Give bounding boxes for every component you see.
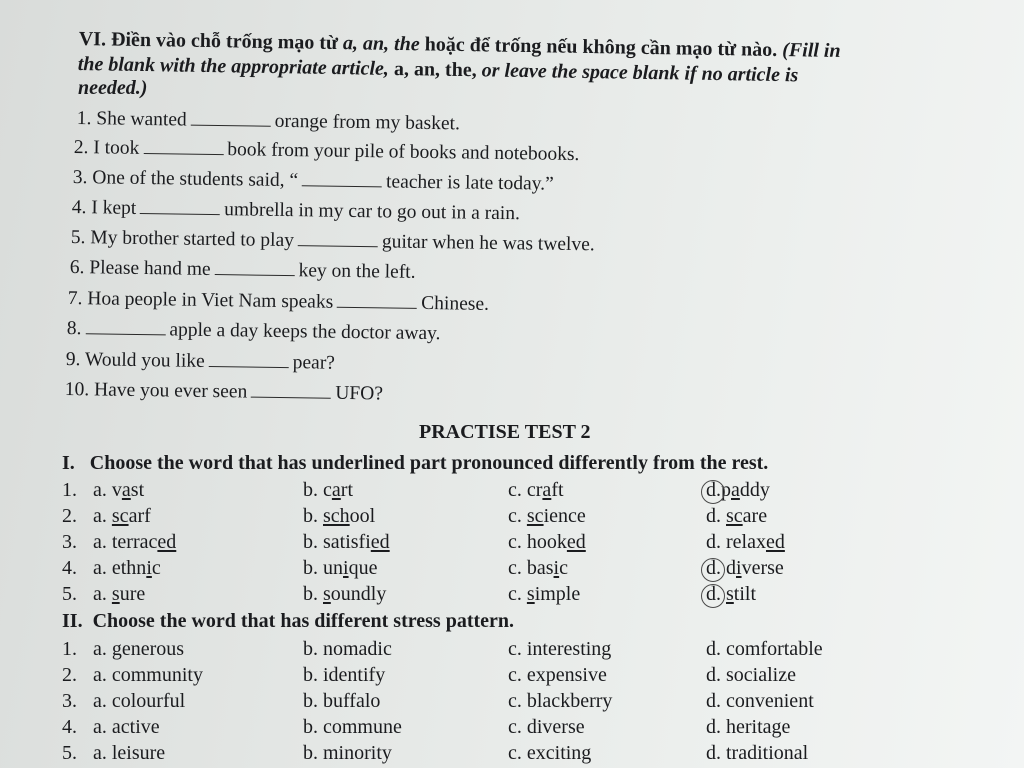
item-9-post: pear? (292, 352, 336, 374)
option-d (706, 477, 770, 503)
fill-item-3 (73, 165, 554, 197)
part-1-heading: I. Choose the word that has underlined part pronounced differently from the rest. (62, 452, 769, 474)
option-b (303, 529, 390, 555)
option-text: b. (303, 505, 323, 527)
option-a (93, 555, 161, 581)
option-c (508, 555, 568, 581)
option-c (508, 581, 580, 607)
question-number: 3. (62, 690, 77, 712)
section-6-heading-articles: a, an, the (342, 32, 420, 56)
underlined-part: s (323, 583, 331, 605)
option-text: b. nomadic (303, 638, 392, 660)
option-text: ool (349, 505, 376, 527)
fill-item-8 (67, 316, 441, 346)
item-8-post: apple a day keeps the doctor away. (169, 319, 441, 345)
option-text: imple (534, 583, 581, 605)
section-6-heading-en-2b: a, an, the, (393, 57, 482, 82)
pronunciation-row (62, 581, 962, 607)
item-5-blank (298, 228, 378, 247)
option-c (508, 636, 611, 662)
item-7-blank (337, 290, 417, 309)
option-text: c. (508, 505, 527, 527)
option-text: .p (716, 479, 731, 501)
option-c (508, 740, 591, 766)
section-6-heading-en-start: (Fill in (782, 39, 841, 62)
item-9-pre: 9. Would you like (65, 348, 205, 372)
option-text: b. un (303, 557, 343, 579)
stress-row (62, 636, 962, 662)
section-6-heading-vi: VI. Điền vào chỗ trống mạo từ (78, 27, 344, 55)
underlined-part: sc (111, 505, 129, 527)
item-10-pre: 10. Have you ever seen (64, 378, 248, 403)
option-text: b. satisfi (303, 531, 371, 553)
option-text: d. socialize (706, 664, 796, 686)
fill-item-6 (70, 255, 416, 285)
question-number: 4. (62, 557, 77, 579)
stress-row (62, 662, 962, 688)
option-text: c. bas (508, 557, 554, 579)
underlined-part: s (111, 583, 120, 605)
underlined-part: sch (323, 505, 350, 527)
option-text: arf (128, 505, 151, 527)
item-7-post: Chinese. (421, 292, 490, 315)
option-text: c. exciting (508, 742, 592, 764)
option-a (93, 477, 144, 503)
underlined-part: i (146, 557, 152, 579)
option-text: . (716, 583, 726, 605)
item-8-pre: 8. (66, 317, 82, 340)
item-5-post: guitar when he was twelve. (381, 231, 595, 256)
option-text: d. heritage (706, 716, 791, 738)
fill-item-9 (66, 347, 335, 376)
option-text: ure (119, 583, 146, 605)
underlined-part: s (726, 583, 734, 605)
option-text: c. cr (508, 479, 543, 501)
option-text: are (742, 505, 768, 527)
item-2-post: book from your pile of books and notebooks. (227, 139, 580, 166)
option-d (706, 714, 790, 740)
question-number: 2. (62, 505, 77, 527)
item-6-pre: 6. Please hand me (69, 256, 211, 280)
option-b (303, 555, 377, 581)
option-c (508, 688, 612, 714)
fill-item-5 (71, 225, 595, 257)
option-c (508, 503, 586, 529)
item-8-blank (85, 316, 165, 335)
option-text: a. community (93, 664, 203, 686)
option-a (93, 636, 184, 662)
option-b (303, 714, 402, 740)
option-text: ience (543, 505, 586, 527)
stress-row (62, 688, 962, 714)
option-text: b. minority (303, 742, 392, 764)
option-a (93, 581, 145, 607)
underlined-part: a (331, 479, 341, 501)
option-text: a. v (93, 479, 122, 501)
option-text: que (348, 557, 378, 579)
pronunciation-row (62, 503, 962, 529)
option-d (706, 503, 767, 529)
option-text: a. (93, 505, 112, 527)
option-text: a. leisure (93, 742, 166, 764)
section-6-heading-en-2c: or leave the space blank if no article is (481, 59, 799, 87)
question-number: 4. (62, 716, 77, 738)
option-c (508, 477, 564, 503)
item-3-post: teacher is late today.” (385, 171, 554, 195)
option-a (93, 529, 176, 555)
option-text: c. interesting (508, 638, 612, 660)
question-number: 5. (62, 742, 77, 764)
option-text: d. comfortable (706, 638, 823, 660)
fill-item-7 (68, 286, 489, 317)
option-c (508, 662, 607, 688)
item-6-post: key on the left. (298, 260, 416, 283)
option-b (303, 581, 386, 607)
item-5-pre: 5. My brother started to play (70, 226, 295, 252)
item-4-pre: 4. I kept (71, 196, 137, 219)
item-10-post: UFO? (335, 382, 384, 405)
underlined-part: ed (157, 531, 177, 553)
underlined-part: s (526, 583, 535, 605)
underlined-part: i (553, 557, 560, 579)
item-1-blank (191, 108, 271, 127)
option-text: rt (340, 479, 353, 501)
stress-row (62, 740, 962, 766)
option-text: c (151, 557, 161, 579)
question-number: 1. (62, 638, 77, 660)
option-d (706, 662, 796, 688)
part-2-heading: II. Choose the word that has different stress pattern. (62, 610, 515, 632)
fill-item-1 (77, 106, 460, 136)
option-text: st (130, 479, 145, 501)
option-text: d. convenient (706, 690, 814, 712)
option-text: c. hook (508, 531, 567, 553)
option-text: d. traditional (706, 742, 809, 764)
option-text: b. (303, 583, 323, 605)
section-6-heading-en-2a: the blank with the appropriate article, (77, 52, 395, 80)
option-b (303, 477, 353, 503)
pronunciation-row (62, 529, 962, 555)
section-6-heading-vi-rest: hoặc để trống nếu không cần mạo từ nào. (419, 33, 783, 62)
item-3-pre: 3. One of the students said, “ (72, 166, 299, 192)
fill-item-10 (65, 377, 383, 406)
stress-row (62, 714, 962, 740)
item-9-blank (209, 349, 289, 368)
option-d (706, 688, 814, 714)
option-text: a. (93, 583, 112, 605)
option-text: a. terrac (93, 531, 158, 553)
option-text: b. buffalo (303, 690, 381, 712)
option-d (706, 529, 785, 555)
item-1-post: orange from my basket. (274, 110, 461, 135)
circled-answer-mark: d (706, 479, 716, 501)
underlined-part: ed (765, 531, 785, 553)
option-text: d. (706, 505, 726, 527)
question-number: 2. (62, 664, 77, 686)
option-a (93, 503, 151, 529)
option-d (706, 740, 808, 766)
underlined-part: a (542, 479, 552, 501)
option-text: b. commune (303, 716, 402, 738)
option-text: ft (551, 479, 564, 501)
fill-item-2 (74, 135, 580, 167)
item-10-blank (251, 380, 331, 399)
option-c (508, 529, 586, 555)
option-b (303, 740, 392, 766)
option-a (93, 740, 165, 766)
item-3-blank (302, 168, 382, 187)
option-text: c. (508, 583, 527, 605)
option-text: a. colourful (93, 690, 186, 712)
underlined-part: ed (370, 531, 390, 553)
item-7-pre: 7. Hoa people in Viet Nam speaks (67, 287, 334, 313)
option-text: oundly (330, 583, 387, 605)
item-6-blank (215, 257, 295, 276)
option-d (706, 581, 756, 607)
item-2-blank (143, 136, 223, 155)
option-text: c. blackberry (508, 690, 613, 712)
fill-item-4 (72, 195, 520, 226)
question-number: 1. (62, 479, 77, 501)
underlined-part: sc (726, 505, 743, 527)
option-a (93, 662, 203, 688)
option-text: a. ethn (93, 557, 147, 579)
option-text: d. relax (706, 531, 766, 553)
underlined-part: i (343, 557, 349, 579)
option-text: b. identify (303, 664, 386, 686)
option-d (706, 636, 823, 662)
option-text: c. diverse (508, 716, 585, 738)
pronunciation-row (62, 477, 962, 503)
item-2-pre: 2. I took (73, 136, 140, 159)
option-b (303, 662, 385, 688)
item-4-blank (140, 196, 220, 215)
practise-test-title: PRACTISE TEST 2 (419, 421, 591, 443)
option-text: verse (741, 557, 784, 579)
question-number: 3. (62, 531, 77, 553)
option-text: c. expensive (508, 664, 607, 686)
item-4-post: umbrella in my car to go out in a rain. (224, 199, 521, 225)
option-c (508, 714, 585, 740)
option-a (93, 714, 160, 740)
underlined-part: a (731, 479, 740, 501)
pronunciation-row (62, 555, 962, 581)
underlined-part: sc (526, 505, 544, 527)
underlined-part: a (121, 479, 131, 501)
option-b (303, 688, 380, 714)
underlined-part: ed (566, 531, 586, 553)
option-text: ddy (739, 479, 770, 501)
circled-answer-mark: d (706, 583, 716, 605)
circled-answer-mark: d (706, 557, 716, 579)
underlined-part: i (736, 557, 742, 579)
option-text: a. generous (93, 638, 185, 660)
option-d (706, 555, 784, 581)
option-b (303, 503, 375, 529)
option-b (303, 636, 392, 662)
item-1-pre: 1. She wanted (76, 107, 187, 131)
option-text: c (559, 557, 568, 579)
option-text: . d (716, 557, 736, 579)
option-text: tilt (733, 583, 757, 605)
option-text: a. active (93, 716, 160, 738)
question-number: 5. (62, 583, 77, 605)
section-6-heading-line-3: needed.) (78, 77, 148, 99)
option-a (93, 688, 185, 714)
option-text: b. c (303, 479, 332, 501)
